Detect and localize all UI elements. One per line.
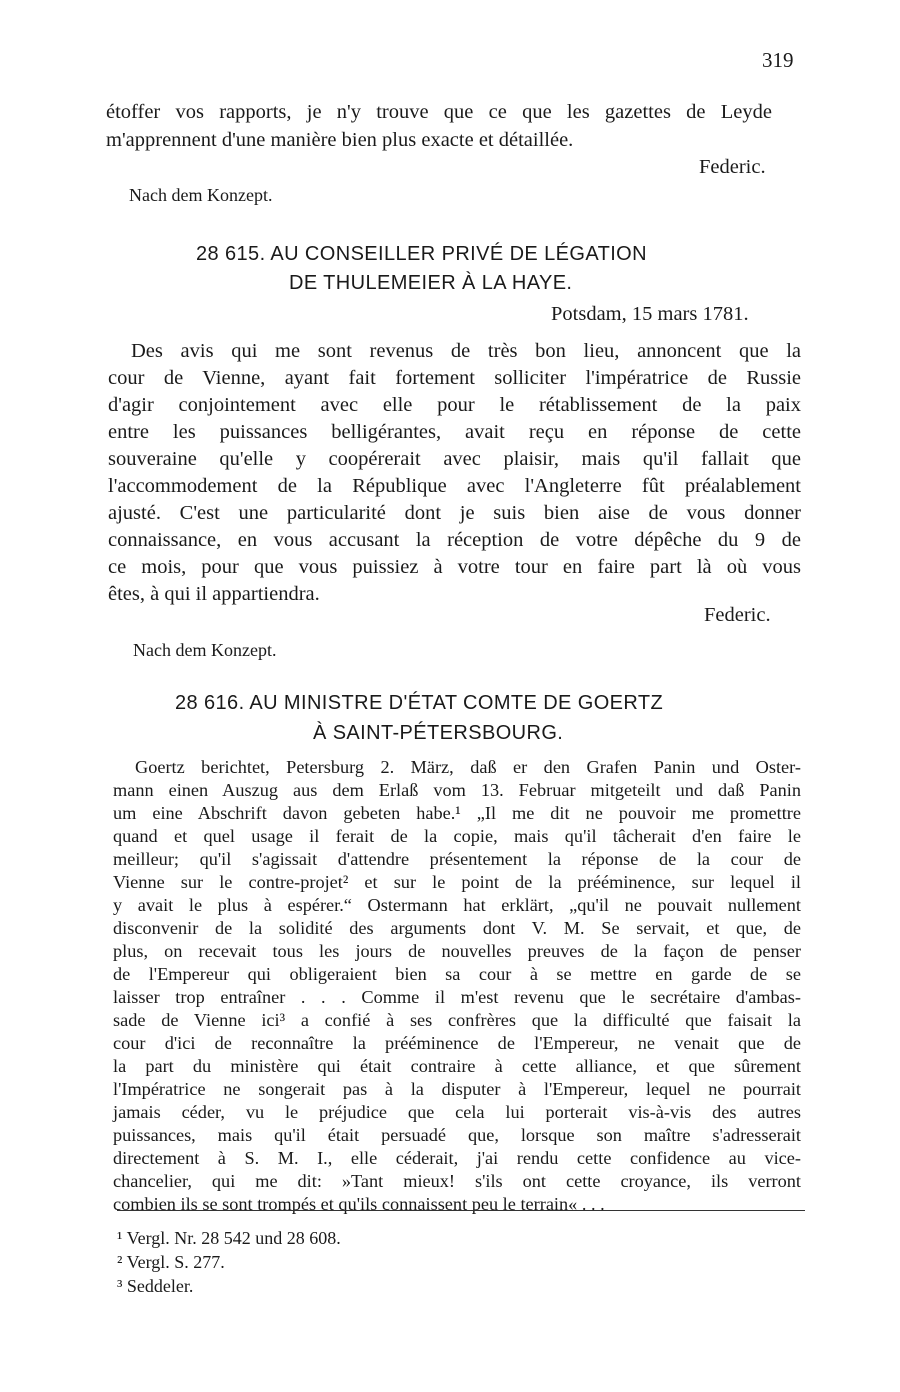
body-text-line: cour de Vienne, ayant fait fortement solliciter l'impératrice de Russie xyxy=(108,367,801,389)
summary-text-line: combien ils se sont trompés et qu'ils connaissent peu le terrain« . . . xyxy=(113,1194,605,1214)
letter-heading: À SAINT-PÉTERSBOURG. xyxy=(313,722,564,744)
body-text-line: m'apprennent d'une manière bien plus exacte et détaillée. xyxy=(106,129,574,151)
body-text-line: Des avis qui me sont revenus de très bon lieu, annoncent que la xyxy=(131,340,801,362)
signature: Federic. xyxy=(704,604,771,626)
footnote-rule xyxy=(117,1210,805,1211)
summary-text-line: jamais céder, vu le préjudice que cela lui porterait vis-à-vis des autres xyxy=(113,1102,801,1122)
summary-text-line: puissances, mais qu'il était persuadé que, lorsque son maître s'adresserait xyxy=(113,1125,801,1145)
footnote: ¹ Vergl. Nr. 28 542 und 28 608. xyxy=(117,1228,341,1248)
summary-text-line: Vienne sur le contre-projet² et sur le point de la prééminence, sur lequel il xyxy=(113,872,801,892)
letter-heading: 28 616. AU MINISTRE D'ÉTAT COMTE DE GOERTZ xyxy=(175,692,664,714)
body-text-line: êtes, à qui il appartiendra. xyxy=(108,583,320,605)
body-text-line: l'accommodement de la République avec l'Angleterre fût préalablement xyxy=(108,475,801,497)
footnote: ² Vergl. S. 277. xyxy=(117,1252,225,1272)
summary-text-line: y avait le plus à espérer.“ Ostermann hat erklärt, „qu'il ne pouvait nullement xyxy=(113,895,801,915)
summary-text-line: Goertz berichtet, Petersburg 2. März, daß er den Grafen Panin und Oster- xyxy=(135,757,801,777)
body-text-line: ajusté. C'est une particularité dont je suis bien aise de vous donner xyxy=(108,502,801,524)
summary-text-line: plus, on recevait tous les jours de nouvelles preuves de la façon de penser xyxy=(113,941,801,961)
summary-text-line: l'Impératrice ne songerait pas à la disputer à l'Empereur, lequel ne pourrait xyxy=(113,1079,801,1099)
source-note: Nach dem Konzept. xyxy=(133,640,277,660)
summary-text-line: de l'Empereur qui obligeraient bien sa cour à se mettre en garde de se xyxy=(113,964,801,984)
summary-text-line: quand et quel usage il ferait de la copie, mais qu'il tâcherait d'en faire le xyxy=(113,826,801,846)
footnote: ³ Seddeler. xyxy=(117,1276,194,1296)
summary-text-line: cour d'ici de reconnaître la prééminence de l'Empereur, ne venait que de xyxy=(113,1033,801,1053)
dateline: Potsdam, 15 mars 1781. xyxy=(551,303,749,325)
summary-text-line: mann einen Auszug aus dem Erlaß vom 13. Februar mitgeteilt und daß Panin xyxy=(113,780,801,800)
body-text-line: connaissance, en vous accusant la réception de votre dépêche du 9 de xyxy=(108,529,801,551)
summary-text-line: laisser trop entraîner . . . Comme il m'est revenu que le secrétaire d'ambas- xyxy=(113,987,801,1007)
summary-text-line: chancelier, qui me dit: »Tant mieux! s'ils ont cette croyance, ils verront xyxy=(113,1171,801,1191)
body-text-line: d'agir conjointement avec elle pour le rétablissement de la paix xyxy=(108,394,801,416)
letter-heading: DE THULEMEIER À LA HAYE. xyxy=(289,272,573,294)
body-text-line: entre les puissances belligérantes, avait reçu en réponse de cette xyxy=(108,421,801,443)
source-note: Nach dem Konzept. xyxy=(129,185,273,205)
body-text-line: souveraine qu'elle y coopérerait avec plaisir, mais qu'il fallait que xyxy=(108,448,801,470)
body-text-line: ce mois, pour que vous puissiez à votre tour en faire part là où vous xyxy=(108,556,801,578)
summary-text-line: disconvenir de la solidité des arguments dont V. M. Se servait, et que, de xyxy=(113,918,801,938)
body-text-line: étoffer vos rapports, je n'y trouve que ce que les gazettes de Leyde xyxy=(106,101,772,123)
page-number: 319 xyxy=(762,48,794,72)
summary-text-line: sade de Vienne ici³ a confié à ses confrères que la difficulté que faisait la xyxy=(113,1010,801,1030)
letter-heading: 28 615. AU CONSEILLER PRIVÉ DE LÉGATION xyxy=(196,243,647,265)
summary-text-line: meilleur; qu'il s'agissait d'attendre présentement la réponse de la cour de xyxy=(113,849,801,869)
summary-text-line: um eine Abschrift davon gebeten habe.¹ „Il me dit ne pouvoir me promettre xyxy=(113,803,801,823)
summary-text-line: directement à S. M. I., elle céderait, j'ai rendu cette confidence au vice- xyxy=(113,1148,801,1168)
summary-text-line: la part du ministère qui était contraire à cette alliance, et que sûrement xyxy=(113,1056,801,1076)
signature: Federic. xyxy=(699,156,766,178)
